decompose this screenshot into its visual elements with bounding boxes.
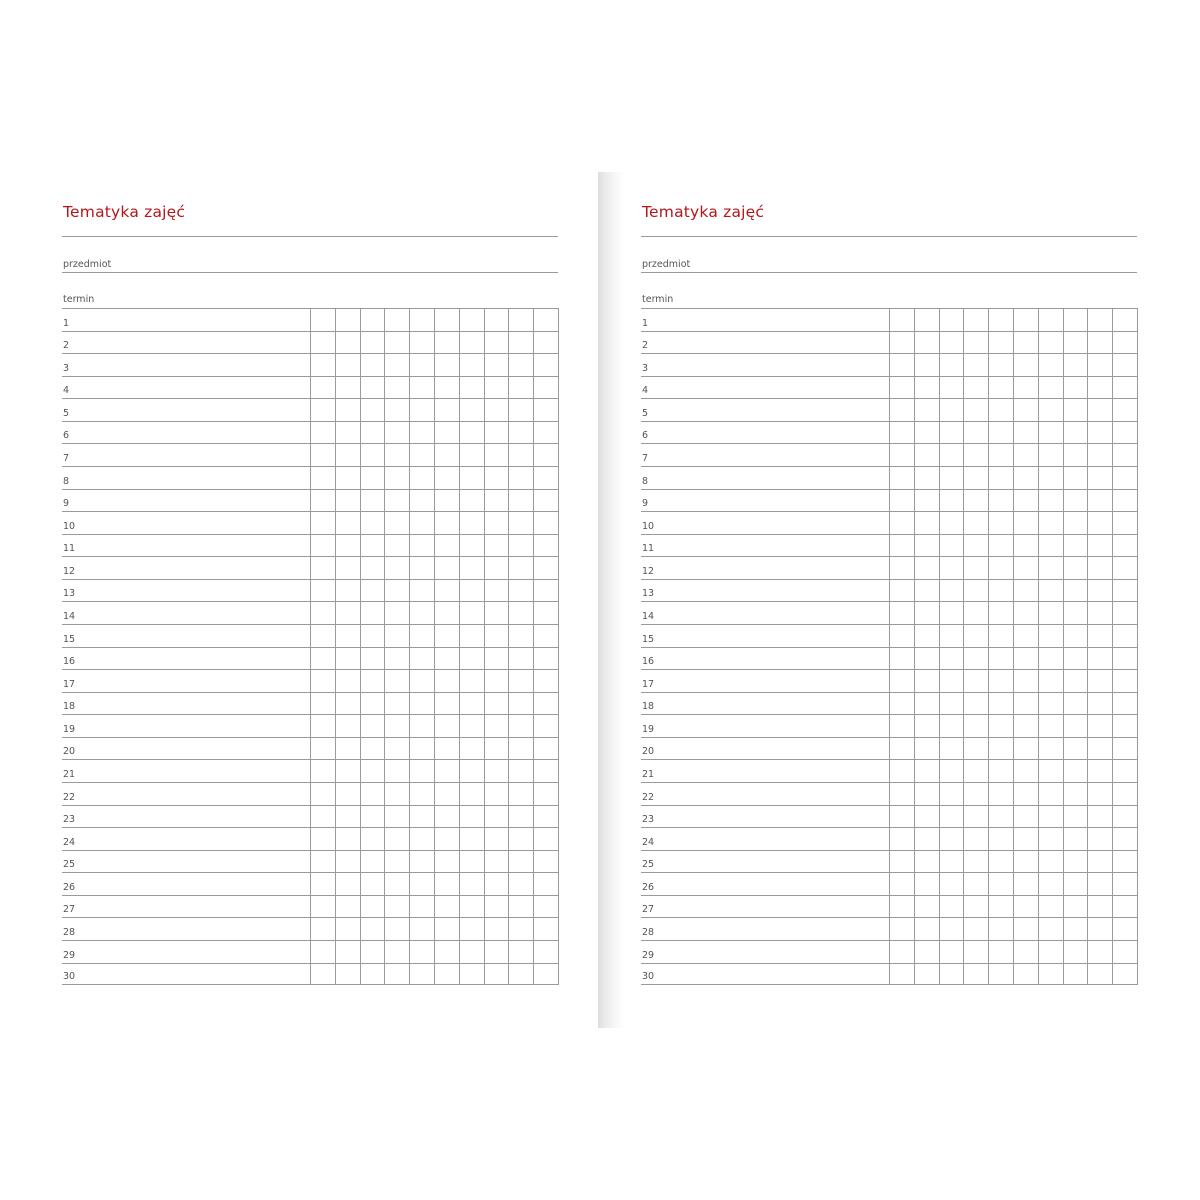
row-number: 27 [642,904,655,916]
row-number: 27 [63,904,76,916]
row-number: 2 [642,340,649,352]
page-gutter [598,172,624,1028]
row-number: 1 [642,317,649,329]
attendance-grid [62,308,558,985]
row-number: 16 [642,656,655,668]
row-number: 14 [642,610,655,622]
row-number: 29 [63,949,76,961]
row-number: 20 [63,746,76,758]
row-number: 22 [63,791,76,803]
row-number: 26 [63,881,76,893]
subject-label: przedmiot [63,259,112,270]
row-number: 3 [63,362,70,374]
title-rule [641,236,1137,237]
grid-column-line [988,308,989,985]
grid-column-line [939,308,940,985]
row-number: 18 [63,701,76,713]
row-number: 21 [642,768,655,780]
grid-column-line [335,308,336,985]
row-number: 29 [642,949,655,961]
row-number: 8 [642,475,649,487]
grid-column-line [1038,308,1039,985]
row-number: 12 [642,565,655,577]
row-number: 8 [63,475,70,487]
row-number: 12 [63,565,76,577]
grid-column-line [963,308,964,985]
row-number: 28 [63,926,76,938]
row-number: 25 [642,859,655,871]
subject-line[interactable] [62,272,558,273]
row-number: 7 [642,452,649,464]
page-title: Tematyka zajęć [642,203,765,221]
grid-column-line [1137,308,1138,985]
row-number: 14 [63,610,76,622]
row-number: 19 [63,723,76,735]
right-page [641,172,1137,1028]
attendance-grid [641,308,1137,985]
term-label: termin [642,294,674,305]
row-number: 23 [63,814,76,826]
row-number: 22 [642,791,655,803]
grid-column-line [508,308,509,985]
row-number: 6 [63,430,70,442]
grid-column-line [1112,308,1113,985]
row-number: 5 [642,407,649,419]
grid-column-line [384,308,385,985]
row-number: 21 [63,768,76,780]
row-number: 25 [63,859,76,871]
row-number: 13 [63,588,76,600]
row-number: 10 [63,520,76,532]
grid-column-line [1063,308,1064,985]
grid-column-line [1013,308,1014,985]
row-number: 19 [642,723,655,735]
grid-column-line [459,308,460,985]
row-number: 4 [63,385,70,397]
row-number: 26 [642,881,655,893]
row-number: 17 [63,678,76,690]
row-number: 28 [642,926,655,938]
grid-column-line [914,308,915,985]
page-title: Tematyka zajęć [63,203,186,221]
row-number: 18 [642,701,655,713]
row-number: 23 [642,814,655,826]
row-number: 3 [642,362,649,374]
subject-line[interactable] [641,272,1137,273]
grid-column-line [889,308,890,985]
grid-column-line [360,308,361,985]
row-number: 20 [642,746,655,758]
row-number: 30 [642,971,655,983]
row-number: 11 [63,543,76,555]
grid-column-line [1087,308,1088,985]
grid-column-line [409,308,410,985]
grid-column-line [434,308,435,985]
grid-column-line [558,308,559,985]
row-number: 2 [63,340,70,352]
row-number: 16 [63,656,76,668]
grid-column-line [533,308,534,985]
row-number: 15 [642,633,655,645]
row-number: 24 [63,836,76,848]
title-rule [62,236,558,237]
term-label: termin [63,294,95,305]
row-number: 13 [642,588,655,600]
row-number: 4 [642,385,649,397]
row-number: 9 [63,498,70,510]
row-number: 1 [63,317,70,329]
row-number: 11 [642,543,655,555]
subject-label: przedmiot [642,259,691,270]
row-number: 30 [63,971,76,983]
row-number: 15 [63,633,76,645]
grid-column-line [310,308,311,985]
row-number: 10 [642,520,655,532]
row-number: 7 [63,452,70,464]
left-page [62,172,558,1028]
grid-column-line [484,308,485,985]
row-number: 6 [642,430,649,442]
row-number: 17 [642,678,655,690]
row-number: 9 [642,498,649,510]
row-number: 24 [642,836,655,848]
row-number: 5 [63,407,70,419]
